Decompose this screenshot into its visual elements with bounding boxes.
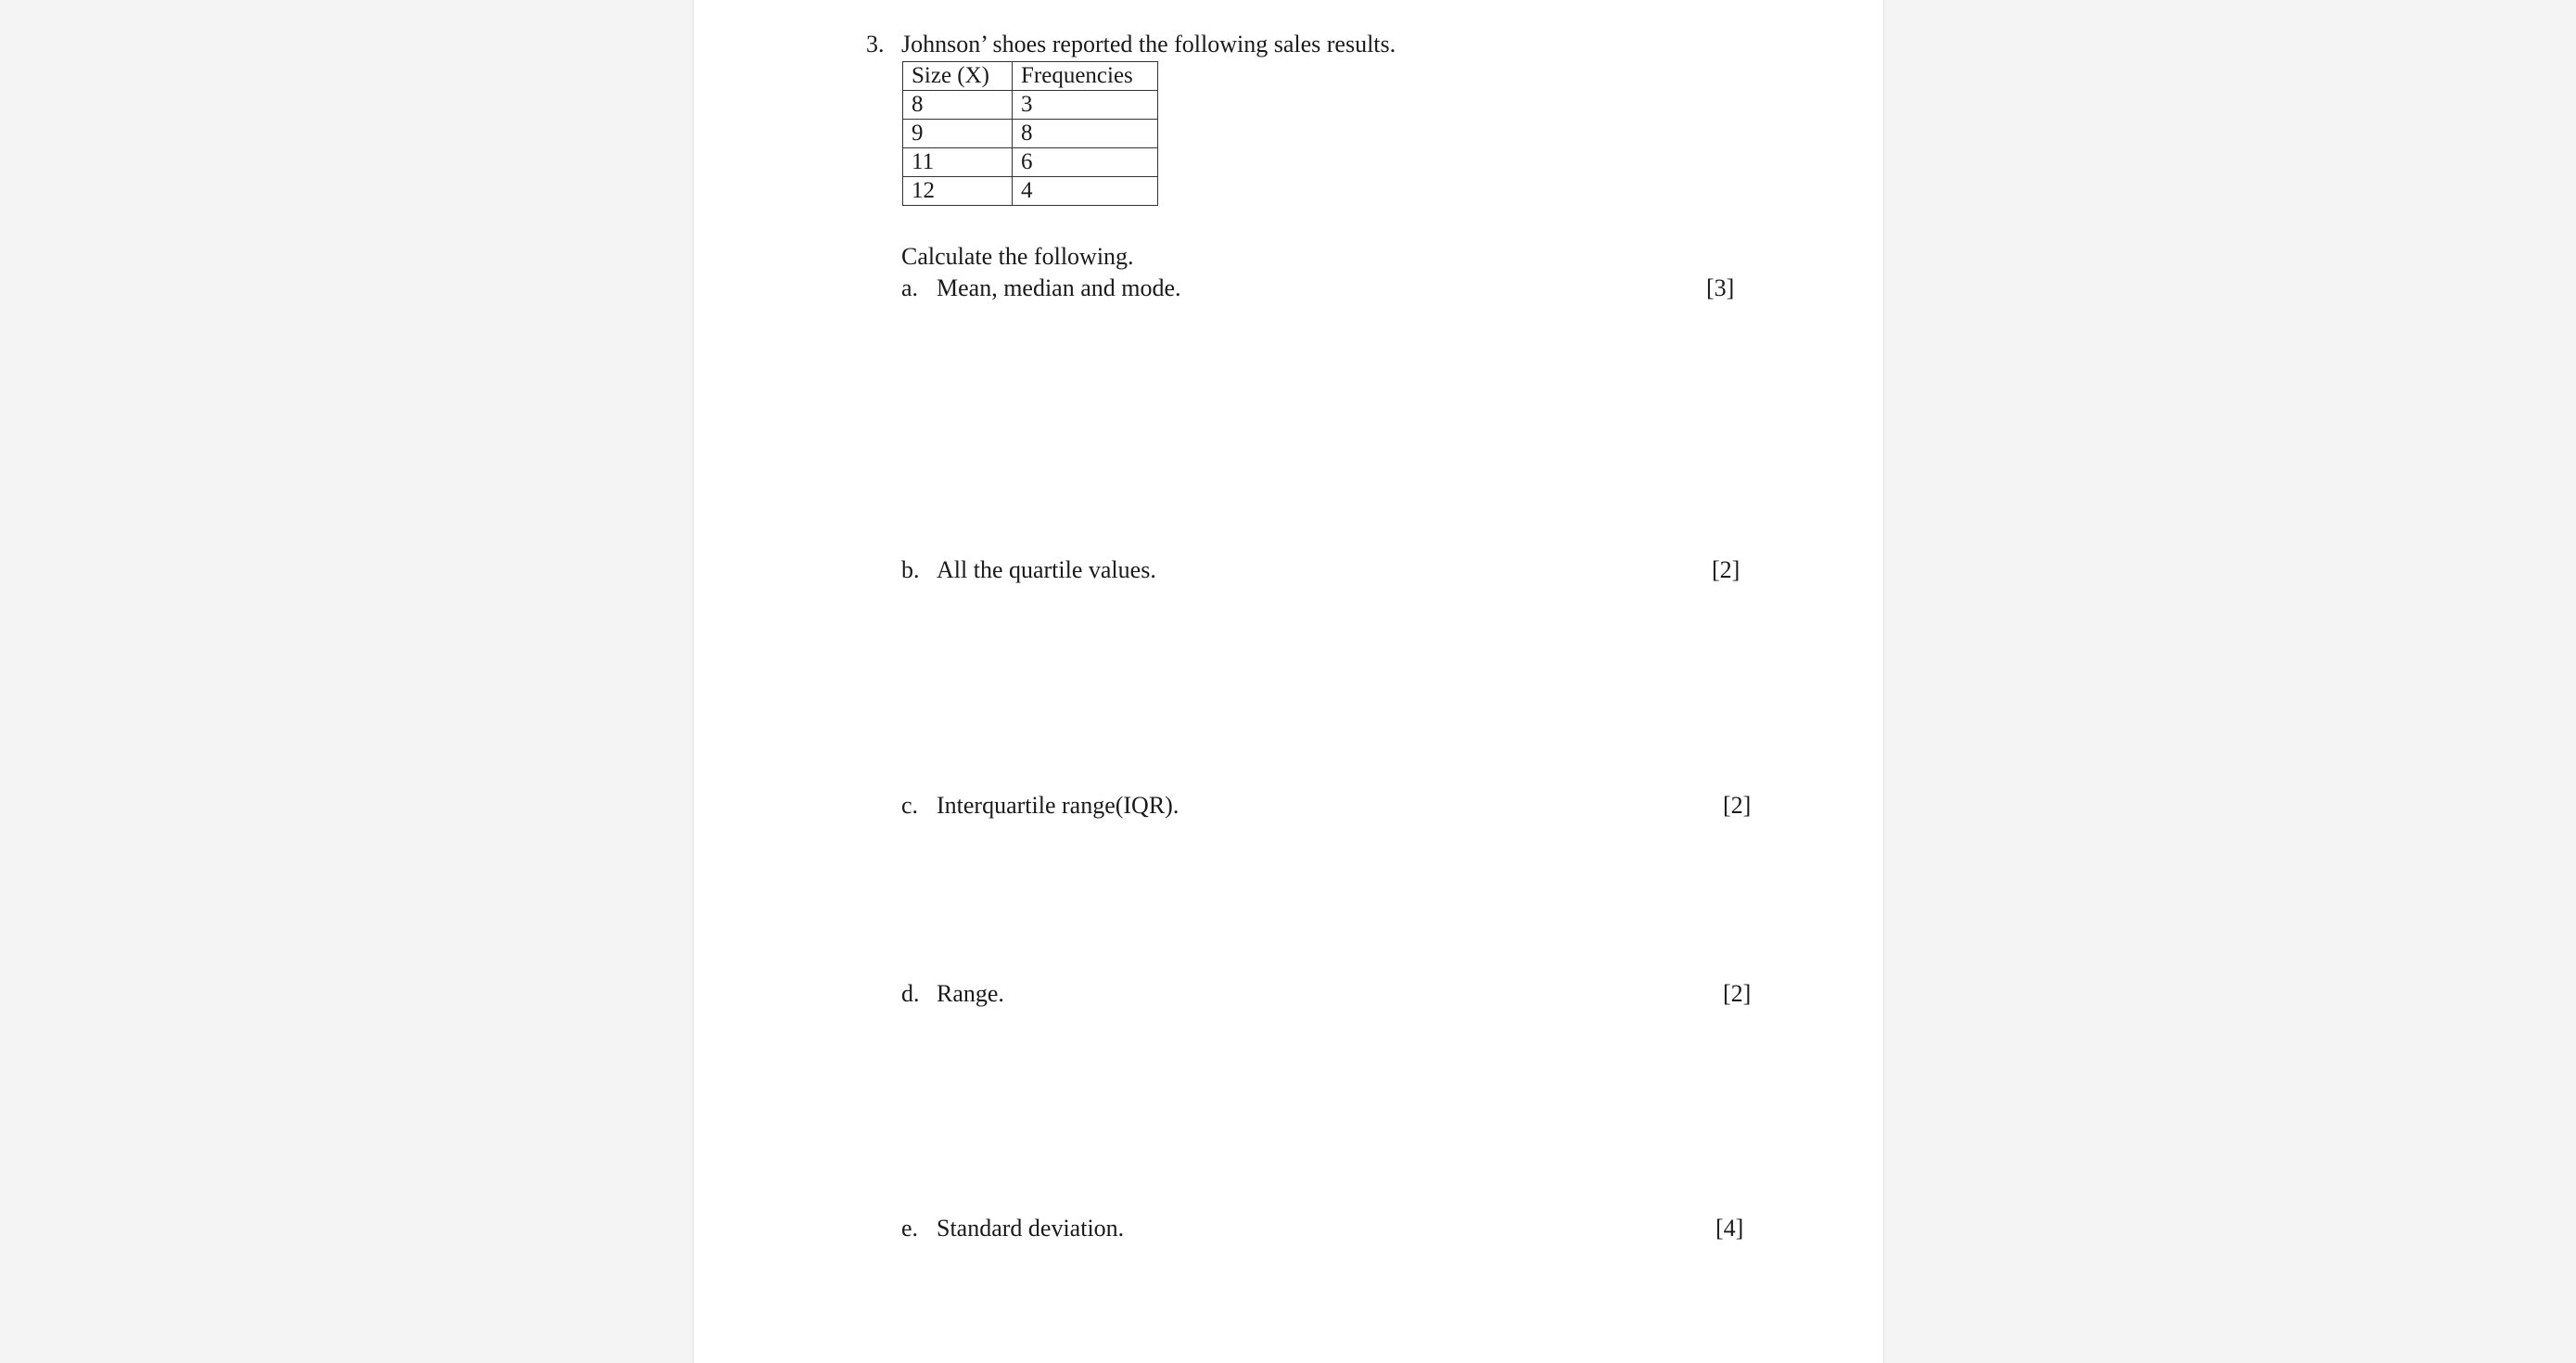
part-d-marks: [2] [1723,980,1752,1007]
document-page [693,0,1884,1363]
part-e-letter: e. [901,1215,919,1242]
part-b-marks: [2] [1712,556,1741,583]
table-cell: 8 [1013,120,1158,148]
question-text: Johnson’ shoes reported the following sales results. [901,31,1396,57]
part-e-marks: [4] [1715,1215,1744,1242]
table-cell: 9 [903,120,1013,148]
part-d-letter: d. [901,980,920,1007]
frequency-table [902,61,1158,206]
table-row [903,177,1158,206]
part-a-letter: a. [901,274,919,301]
table-row [903,91,1158,120]
part-d-text: Range. [937,980,1004,1007]
part-a-marks: [3] [1706,274,1735,301]
instruction-text: Calculate the following. [901,243,1134,270]
table-header-cell: Size (X) [903,62,1013,91]
table-row [903,120,1158,148]
part-a-text: Mean, median and mode. [937,274,1181,301]
table-cell: 11 [903,148,1013,177]
part-c-letter: c. [901,792,919,819]
table-cell: 6 [1013,148,1158,177]
table-row [903,148,1158,177]
part-e-text: Standard deviation. [937,1215,1125,1242]
table-cell: 12 [903,177,1013,206]
question-number: 3. [866,31,885,57]
table-cell: 4 [1013,177,1158,206]
part-c-marks: [2] [1723,792,1752,819]
part-b-text: All the quartile values. [937,556,1156,583]
part-b-letter: b. [901,556,920,583]
table-header-cell: Frequencies [1013,62,1158,91]
table-cell: 3 [1013,91,1158,120]
table-cell: 8 [903,91,1013,120]
table-header-row [903,62,1158,91]
part-c-text: Interquartile range(IQR). [937,792,1180,819]
